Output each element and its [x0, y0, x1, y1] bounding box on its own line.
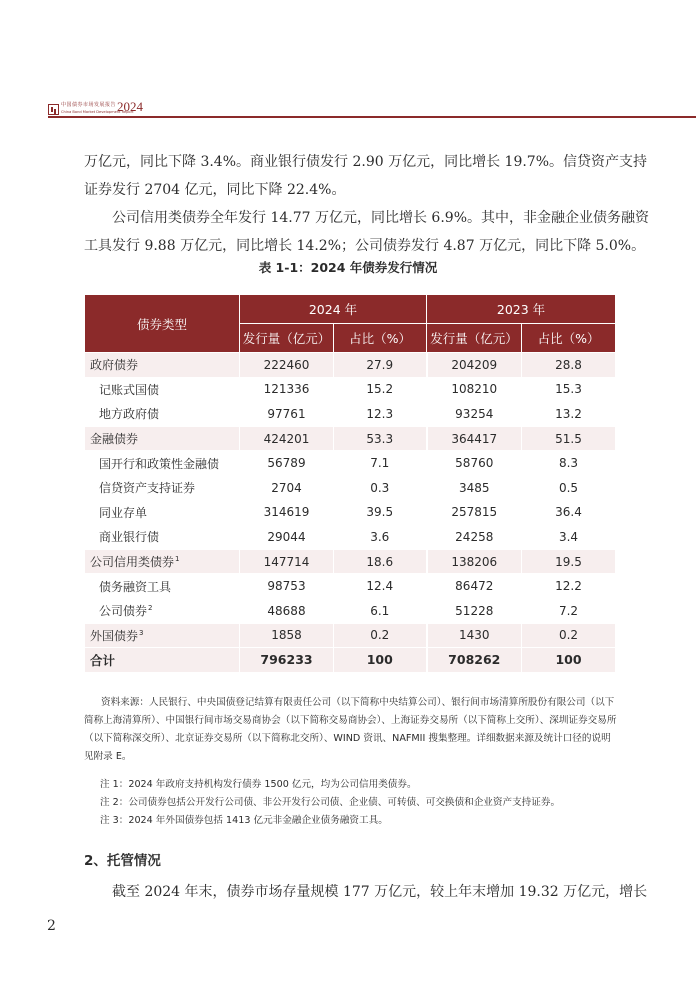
cell-volume-2024: 424201: [240, 426, 334, 451]
bond-type-label: 信贷资产支持证券: [99, 481, 196, 496]
cell-volume-2023: 93254: [427, 402, 522, 427]
table-row: [85, 574, 616, 599]
cell-volume-2023: 257815: [427, 500, 522, 525]
cell-share-2024: 0.3: [334, 475, 427, 500]
paragraph-line: 公司信用类债券全年发行 14.77 万亿元，同比增长 6.9%。其中，非金融企业债务融资: [112, 210, 649, 226]
table-row: [85, 500, 616, 525]
cell-volume-2024: 2704: [240, 475, 334, 500]
section-paragraph: 截至 2024 年末，债券市场存量规模 177 万亿元，较上年末增加 19.32 万亿元，增长: [112, 884, 648, 900]
cell-volume-2024: 147714: [240, 549, 334, 574]
cell-bond-type: [85, 623, 240, 648]
cell-share-2023: 19.5: [522, 549, 616, 574]
cell-volume-2023: 204209: [427, 353, 522, 378]
cell-bond-type: [85, 598, 240, 623]
cell-volume-2024: 48688: [240, 598, 334, 623]
cell-volume-2024: 314619: [240, 500, 334, 525]
header-volume-2024: 发行量（亿元）: [240, 324, 334, 353]
cell-volume-2023: 58760: [427, 451, 522, 476]
cell-volume-2024: 1858: [240, 623, 334, 648]
header-year-2024: 2024 年: [240, 295, 427, 324]
cell-bond-type: [85, 377, 240, 402]
cell-share-2023: 13.2: [522, 402, 616, 427]
report-logo-icon: [48, 104, 59, 115]
table-row: [85, 377, 616, 402]
header-share-2023: 占比（%）: [522, 324, 616, 353]
header-share-2024: 占比（%）: [334, 324, 427, 353]
cell-volume-2024: 222460: [240, 353, 334, 378]
header-volume-2023: 发行量（亿元）: [427, 324, 522, 353]
header-year: 2024: [117, 99, 143, 114]
bond-type-label: 公司信用类债券: [90, 555, 175, 570]
cell-bond-type: [85, 549, 240, 574]
cell-volume-2023: 108210: [427, 377, 522, 402]
bond-type-label: 金融债券: [90, 432, 139, 447]
cell-bond-type: [85, 525, 240, 550]
cell-share-2024: 12.4: [334, 574, 427, 599]
cell-bond-type: [85, 353, 240, 378]
cell-share-2023: 3.4: [522, 525, 616, 550]
cell-volume-2024: 98753: [240, 574, 334, 599]
table-row: [85, 475, 616, 500]
bond-issuance-table: [84, 294, 616, 673]
table-row: [85, 402, 616, 427]
header-rule: [48, 116, 696, 118]
cell-volume-2023: 364417: [427, 426, 522, 451]
footnote-3: 注 3：2024 年外国债券包括 1413 亿元非金融企业债务融资工具。: [100, 815, 388, 826]
table-caption: 表 1-1：2024 年债券发行情况: [258, 260, 438, 275]
cell-total-volume-2023: 708262: [427, 648, 522, 673]
bond-type-label: 公司债券: [99, 604, 148, 619]
cell-share-2023: 0.5: [522, 475, 616, 500]
cell-volume-2024: 29044: [240, 525, 334, 550]
source-note: 资料来源：人民银行、中央国债登记结算有限责任公司（以下简称中央结算公司）、银行间市场清算所股份有限公司（以下简称上海清算所）、中国银行间市场交易商协会（以下简称交易商协会）、上海证券交易所（以下简称上交所）、深圳证券交易所（以下简称深交所）、北京证券交易所（以下简称北交所）、WIND 资讯、NAFMII 搜集整理。详细数据来源及统计口径的说明见附录 E。: [84, 697, 617, 762]
header-year-2023: 2023 年: [427, 295, 616, 324]
cell-share-2023: 8.3: [522, 451, 616, 476]
paragraph-line: 工具发行 9.88 万亿元，同比增长 14.2%；公司债券发行 4.87 万亿元，同比下降 5.0%。: [84, 238, 646, 254]
cell-share-2024: 12.3: [334, 402, 427, 427]
cell-share-2024: 6.1: [334, 598, 427, 623]
bond-type-label: 同业存单: [99, 505, 148, 520]
cell-share-2023: 51.5: [522, 426, 616, 451]
bond-type-label: 外国债券: [90, 628, 139, 643]
cell-volume-2023: 86472: [427, 574, 522, 599]
bond-type-label: 记账式国债: [99, 382, 160, 397]
cell-volume-2023: 1430: [427, 623, 522, 648]
footnote-2: 注 2：公司债券包括公开发行公司债、非公开发行公司债、企业债、可转债、可交换债和企业资产支持证券。: [100, 797, 561, 808]
bond-type-label: 国开行和政策性金融债: [99, 456, 220, 471]
cell-share-2023: 12.2: [522, 574, 616, 599]
table-row: [85, 426, 616, 451]
cell-bond-type: [85, 451, 240, 476]
cell-bond-type: [85, 500, 240, 525]
cell-volume-2023: 138206: [427, 549, 522, 574]
cell-bond-type: [85, 402, 240, 427]
paragraph-line: 万亿元，同比下降 3.4%。商业银行债发行 2.90 万亿元，同比增长 19.7%。信贷资产支持: [84, 154, 648, 170]
header-subtitle: China Bond Market Development Report: [61, 110, 134, 114]
cell-share-2024: 0.2: [334, 623, 427, 648]
table-total-row: [85, 648, 616, 673]
cell-share-2024: 53.3: [334, 426, 427, 451]
cell-share-2024: 27.9: [334, 353, 427, 378]
header-bond-type: 债券类型: [85, 295, 240, 353]
cell-volume-2024: 56789: [240, 451, 334, 476]
cell-total-share-2023: 100: [522, 648, 616, 673]
table-row: [85, 451, 616, 476]
cell-share-2023: 7.2: [522, 598, 616, 623]
cell-share-2023: 15.3: [522, 377, 616, 402]
cell-volume-2023: 24258: [427, 525, 522, 550]
cell-bond-type: [85, 574, 240, 599]
footnote-marker: 3: [139, 628, 144, 637]
cell-volume-2023: 3485: [427, 475, 522, 500]
cell-share-2023: 28.8: [522, 353, 616, 378]
bond-type-label: 商业银行债: [99, 530, 160, 545]
cell-share-2024: 3.6: [334, 525, 427, 550]
bond-type-label: 地方政府债: [99, 407, 160, 422]
cell-share-2023: 0.2: [522, 623, 616, 648]
footnote-marker: 1: [175, 555, 180, 564]
cell-volume-2024: 97761: [240, 402, 334, 427]
cell-share-2024: 39.5: [334, 500, 427, 525]
cell-total-label: 合计: [85, 648, 240, 673]
footnote-1: 注 1：2024 年政府支持机构发行债券 1500 亿元，均为公司信用类债券。: [100, 779, 417, 790]
cell-total-volume-2024: 796233: [240, 648, 334, 673]
cell-total-share-2024: 100: [334, 648, 427, 673]
bond-type-label: 债务融资工具: [99, 579, 172, 594]
cell-share-2024: 15.2: [334, 377, 427, 402]
cell-bond-type: [85, 426, 240, 451]
table-row: [85, 598, 616, 623]
cell-share-2024: 7.1: [334, 451, 427, 476]
cell-share-2024: 18.6: [334, 549, 427, 574]
table-row: [85, 549, 616, 574]
table-row: [85, 353, 616, 378]
bond-type-label: 政府债券: [90, 358, 139, 373]
cell-share-2023: 36.4: [522, 500, 616, 525]
cell-bond-type: [85, 475, 240, 500]
cell-volume-2024: 121336: [240, 377, 334, 402]
table-row: [85, 623, 616, 648]
page-number: 2: [47, 918, 56, 934]
table-row: [85, 525, 616, 550]
footnote-marker: 2: [148, 604, 153, 613]
section-heading: 2、托管情况: [84, 853, 161, 869]
cell-volume-2023: 51228: [427, 598, 522, 623]
paragraph-line: 证券发行 2704 亿元，同比下降 22.4%。: [84, 182, 346, 198]
header-title: 中国债券市场发展报告: [61, 102, 117, 108]
